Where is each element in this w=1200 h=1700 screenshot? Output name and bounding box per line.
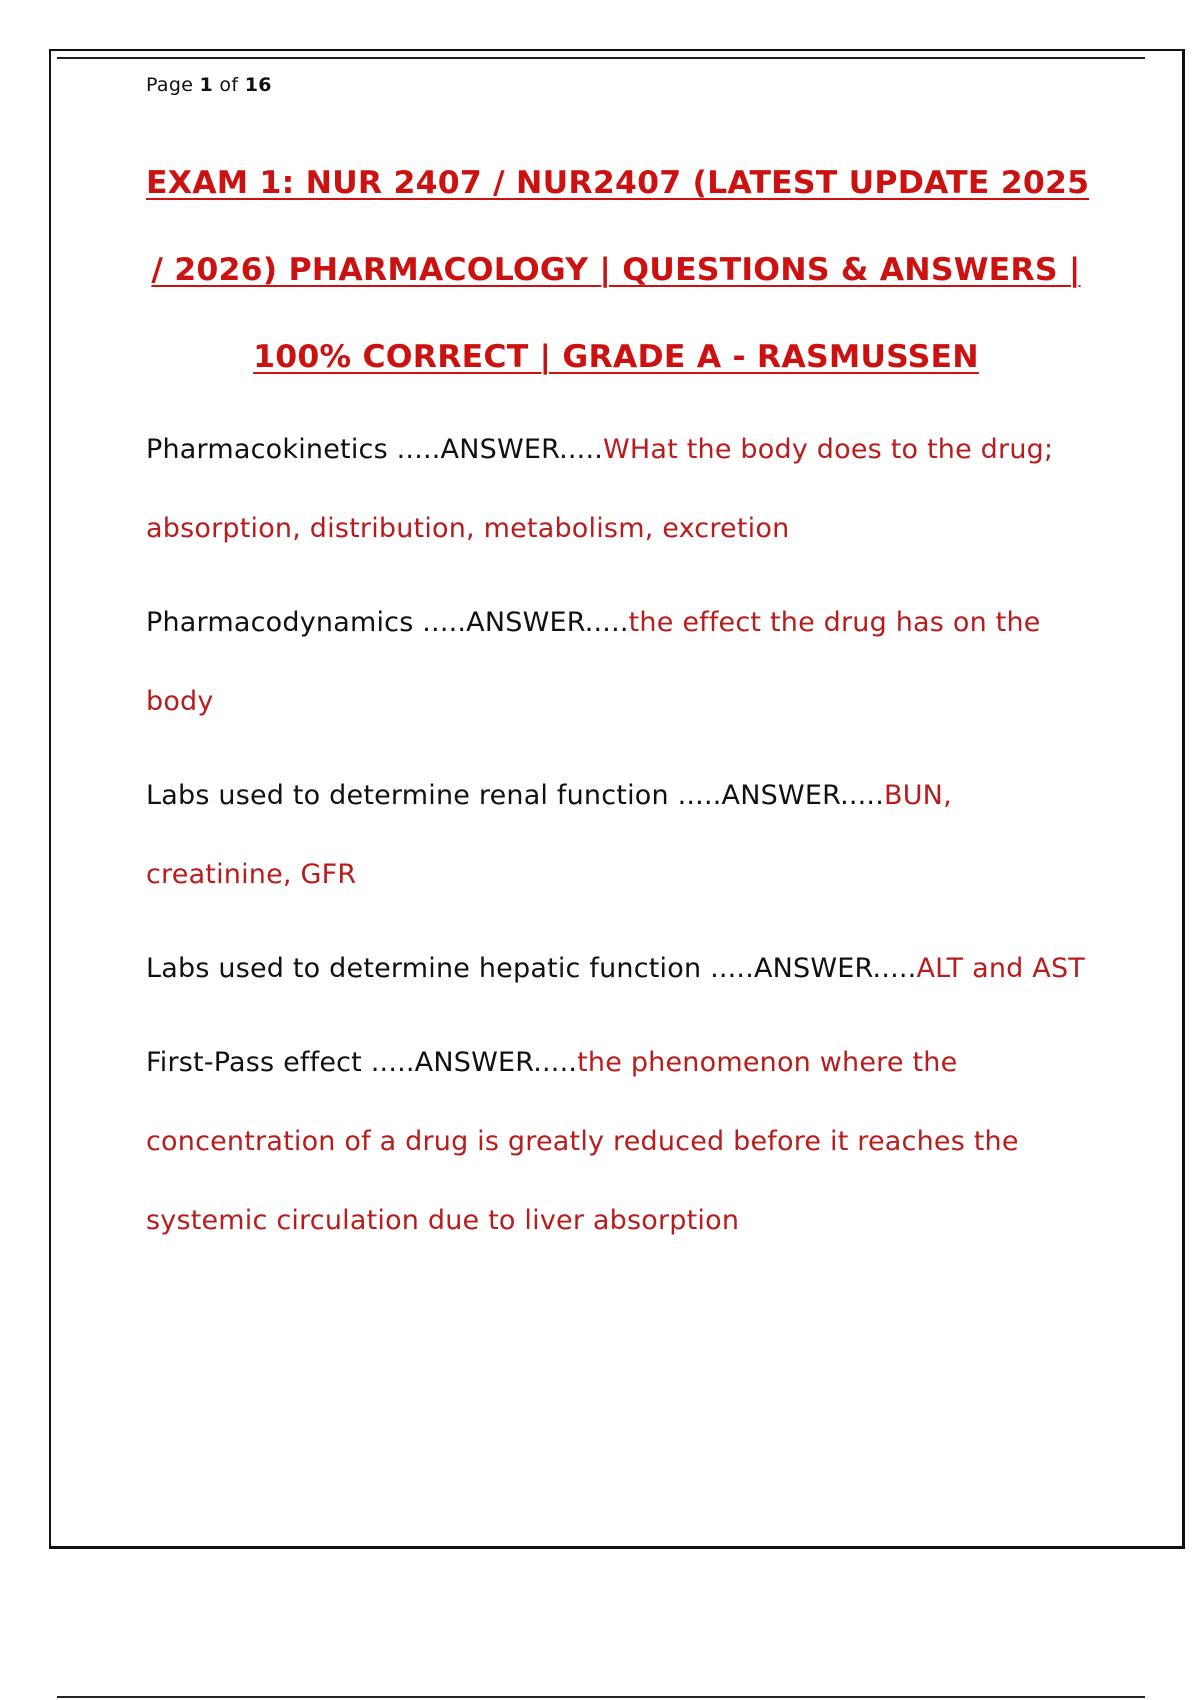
question-text: Labs used to determine renal function: [146, 780, 678, 811]
qa-list: [146, 410, 1086, 1275]
qa-item-pharmacodynamics: [146, 583, 1086, 741]
answer-separator: .....ANSWER.....: [422, 607, 629, 638]
answer-text: ALT and AST: [916, 953, 1086, 984]
header-rule: [57, 57, 1145, 59]
page-current: 1: [199, 74, 214, 96]
qa-item-first-pass: [146, 1023, 1086, 1260]
page-indicator: [146, 74, 272, 96]
answer-separator: .....ANSWER.....: [370, 1047, 578, 1078]
document-title: [146, 140, 1090, 401]
footer-rule: [57, 1696, 1145, 1698]
answer-separator: .....ANSWER.....: [396, 434, 604, 465]
answer-text: the phenomenon where the concentration of a drug is greatly reduced before it reaches the systemic circulation due to liver absorption: [146, 1047, 1019, 1236]
qa-item-pharmacokinetics: [146, 410, 1086, 568]
title-line: 100% CORRECT | GRADE A - RASMUSSEN: [253, 339, 979, 375]
page-total: 16: [244, 74, 272, 96]
title-line: / 2026) PHARMACOLOGY | QUESTIONS & ANSWERS |: [151, 252, 1081, 288]
answer-separator: .....ANSWER.....: [677, 780, 884, 811]
qa-item-hepatic-labs: [146, 929, 1086, 1008]
page-of: of: [219, 74, 239, 96]
title-line: EXAM 1: NUR 2407 / NUR2407 (LATEST UPDATE 2025: [146, 165, 1090, 201]
question-text: Labs used to determine hepatic function: [146, 953, 711, 984]
answer-text: BUN, creatinine, GFR: [146, 780, 952, 890]
qa-item-renal-labs: [146, 756, 1086, 914]
answer-separator: .....ANSWER.....: [710, 953, 917, 984]
question-text: First-Pass effect: [146, 1047, 371, 1078]
page-label: Page: [146, 74, 194, 96]
question-text: Pharmacodynamics: [146, 607, 423, 638]
answer-text: the effect the drug has on the body: [146, 607, 1041, 717]
question-text: Pharmacokinetics: [146, 434, 397, 465]
answer-text: WHat the body does to the drug; absorption, distribution, metabolism, excretion: [146, 434, 1054, 544]
